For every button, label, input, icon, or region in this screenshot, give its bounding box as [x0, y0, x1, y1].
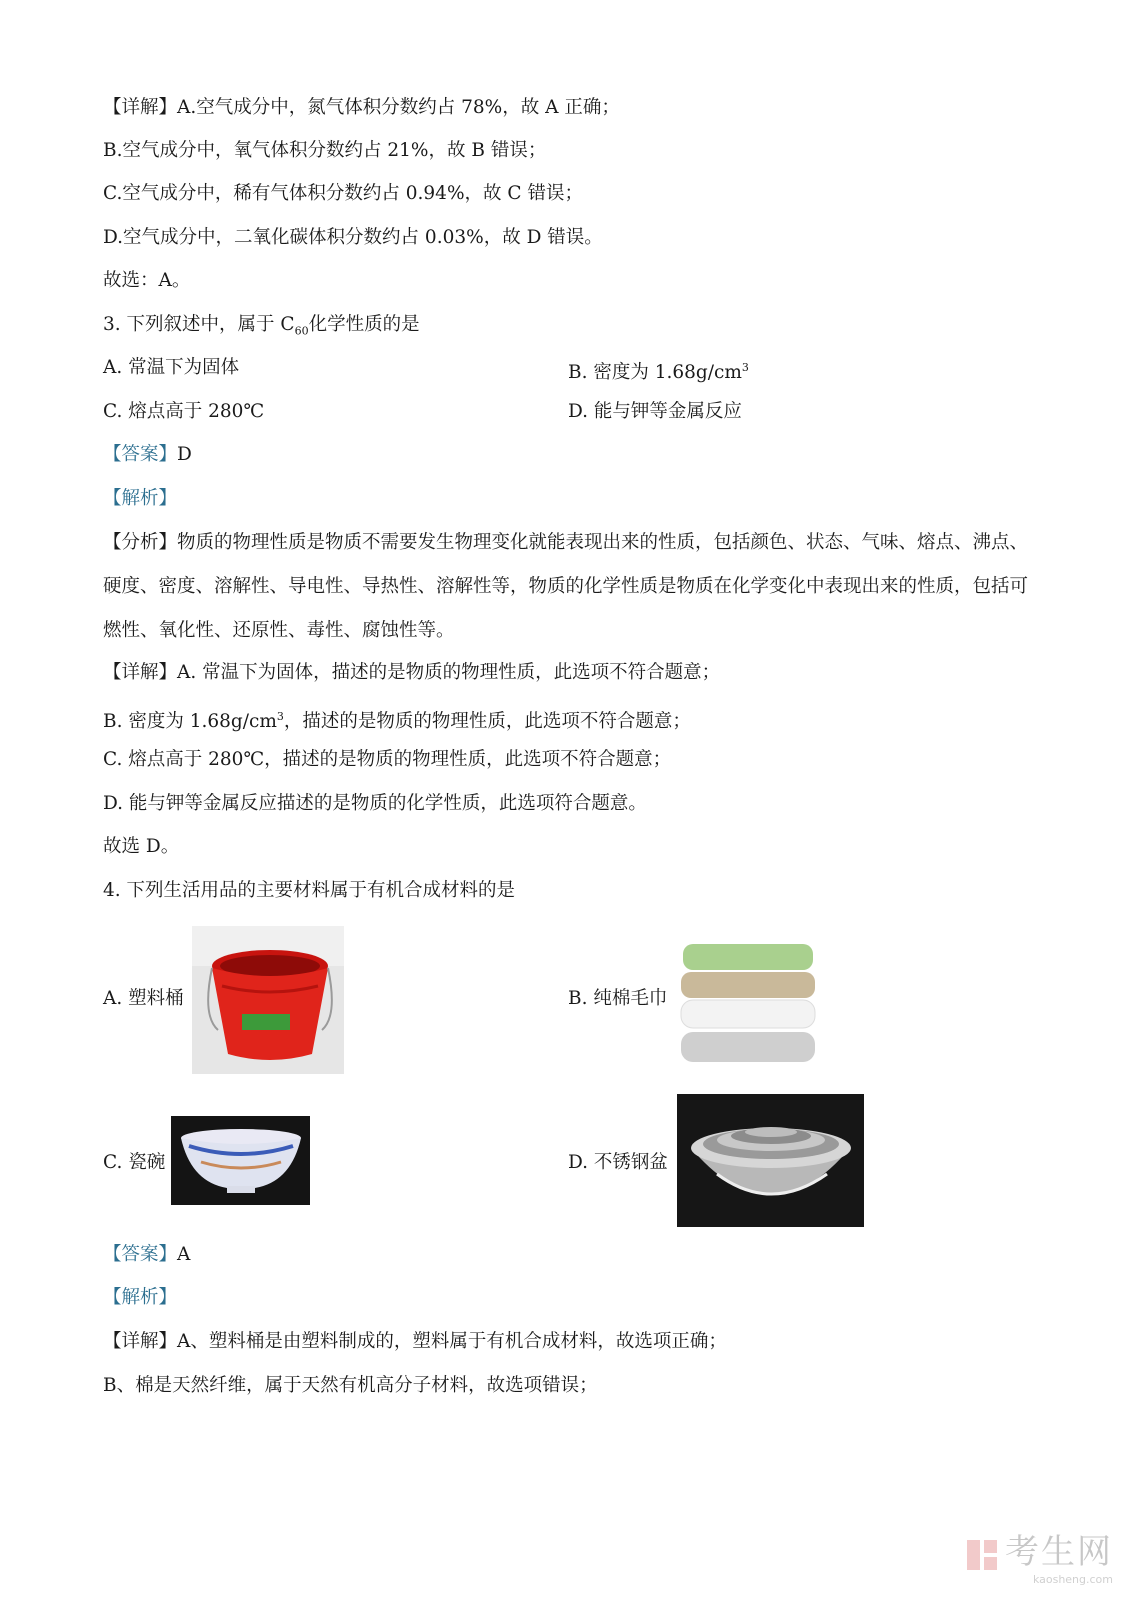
- steel-basin-image: [677, 1094, 864, 1227]
- detail-tag: 【详解】: [103, 97, 178, 118]
- choose-line: 故选：A。: [103, 270, 191, 291]
- towel-stack-icon: [677, 940, 821, 1072]
- q3-option-c: C. 熔点高于 280℃: [103, 401, 265, 422]
- q3-detail-3: C. 熔点高于 280℃，描述的是物质的物理性质，此选项不符合题意；: [103, 749, 672, 770]
- watermark-en: kaosheng.com: [1032, 1573, 1113, 1586]
- q3-answer: 【答案】D: [103, 444, 192, 465]
- watermark-cn: 考生网: [1005, 1532, 1113, 1572]
- q4-detail-2: B、棉是天然纤维，属于天然有机高分子材料，故选项错误；: [103, 1375, 598, 1396]
- steel-basin-icon: [677, 1094, 864, 1227]
- answer-tag: 【答案】: [103, 1244, 178, 1265]
- detail-line-1: 【详解】A.空气成分中，氮气体积分数约占 78%，故 A 正确；: [103, 97, 620, 118]
- q4-option-d: D. 不锈钢盆: [568, 1152, 668, 1173]
- watermark: [965, 1524, 1113, 1586]
- q4-option-c: C. 瓷碗: [103, 1152, 166, 1173]
- q3-option-a: A. 常温下为固体: [103, 357, 240, 378]
- q4-option-a: A. 塑料桶: [103, 988, 184, 1009]
- q3-detail-1: 【详解】A. 常温下为固体，描述的是物质的物理性质，此选项不符合题意；: [103, 662, 721, 683]
- plastic-bucket-image: [192, 926, 344, 1074]
- q4-analysis-tag: 【解析】: [103, 1287, 178, 1308]
- cotton-towel-image: [677, 940, 821, 1072]
- q3-detail-2: B. 密度为 $1.68g/cm^3$，描述的是物质的物理性质，此选项不符合题意；: [103, 710, 691, 733]
- q3-option-b: B. 密度为 $1.68g/cm^3$: [568, 361, 749, 384]
- q3-analysis-tag: 【解析】: [103, 488, 178, 509]
- q3-detail-4: D. 能与钾等金属反应描述的是物质的化学性质，此选项符合题意。: [103, 793, 647, 814]
- q4-answer: 【答案】A: [103, 1244, 191, 1265]
- plastic-bucket-icon: [192, 926, 344, 1074]
- q4-detail-1: 【详解】A、塑料桶是由塑料制成的，塑料属于有机合成材料，故选项正确；: [103, 1331, 727, 1352]
- q3-option-d: D. 能与钾等金属反应: [568, 401, 742, 422]
- porcelain-bowl-image: [171, 1116, 310, 1205]
- q3-choose: 故选 D。: [103, 836, 180, 857]
- q3-fenxi: 【分析】物质的物理性质是物质不需要发生物理变化就能表现出来的性质，包括颜色、状态、气味、熔点、沸点、硬度、密度、溶解性、导电性、导热性、溶解性等，物质的化学性质是物质在化学变化中表现出来的性质，包括可燃性、氧化性、还原性、毒性、腐蚀性等。: [103, 532, 1029, 641]
- detail-line-2: B.空气成分中，氧气体积分数约占 21%，故 B 错误；: [103, 140, 547, 161]
- detail-line-4: D.空气成分中，二氧化碳体积分数约占 0.03%，故 D 错误。: [103, 227, 603, 248]
- porcelain-bowl-icon: [171, 1116, 310, 1205]
- q3-stem: 3. 下列叙述中，属于 $C_{60}$化学性质的是: [103, 314, 420, 338]
- logo-icon: [965, 1538, 999, 1572]
- answer-tag: 【答案】: [103, 444, 178, 465]
- detail-line-3: C.空气成分中，稀有气体积分数约占 0.94%，故 C 错误；: [103, 183, 583, 204]
- q4-option-b: B. 纯棉毛巾: [568, 988, 668, 1009]
- q4-stem: 4. 下列生活用品的主要材料属于有机合成材料的是: [103, 880, 516, 901]
